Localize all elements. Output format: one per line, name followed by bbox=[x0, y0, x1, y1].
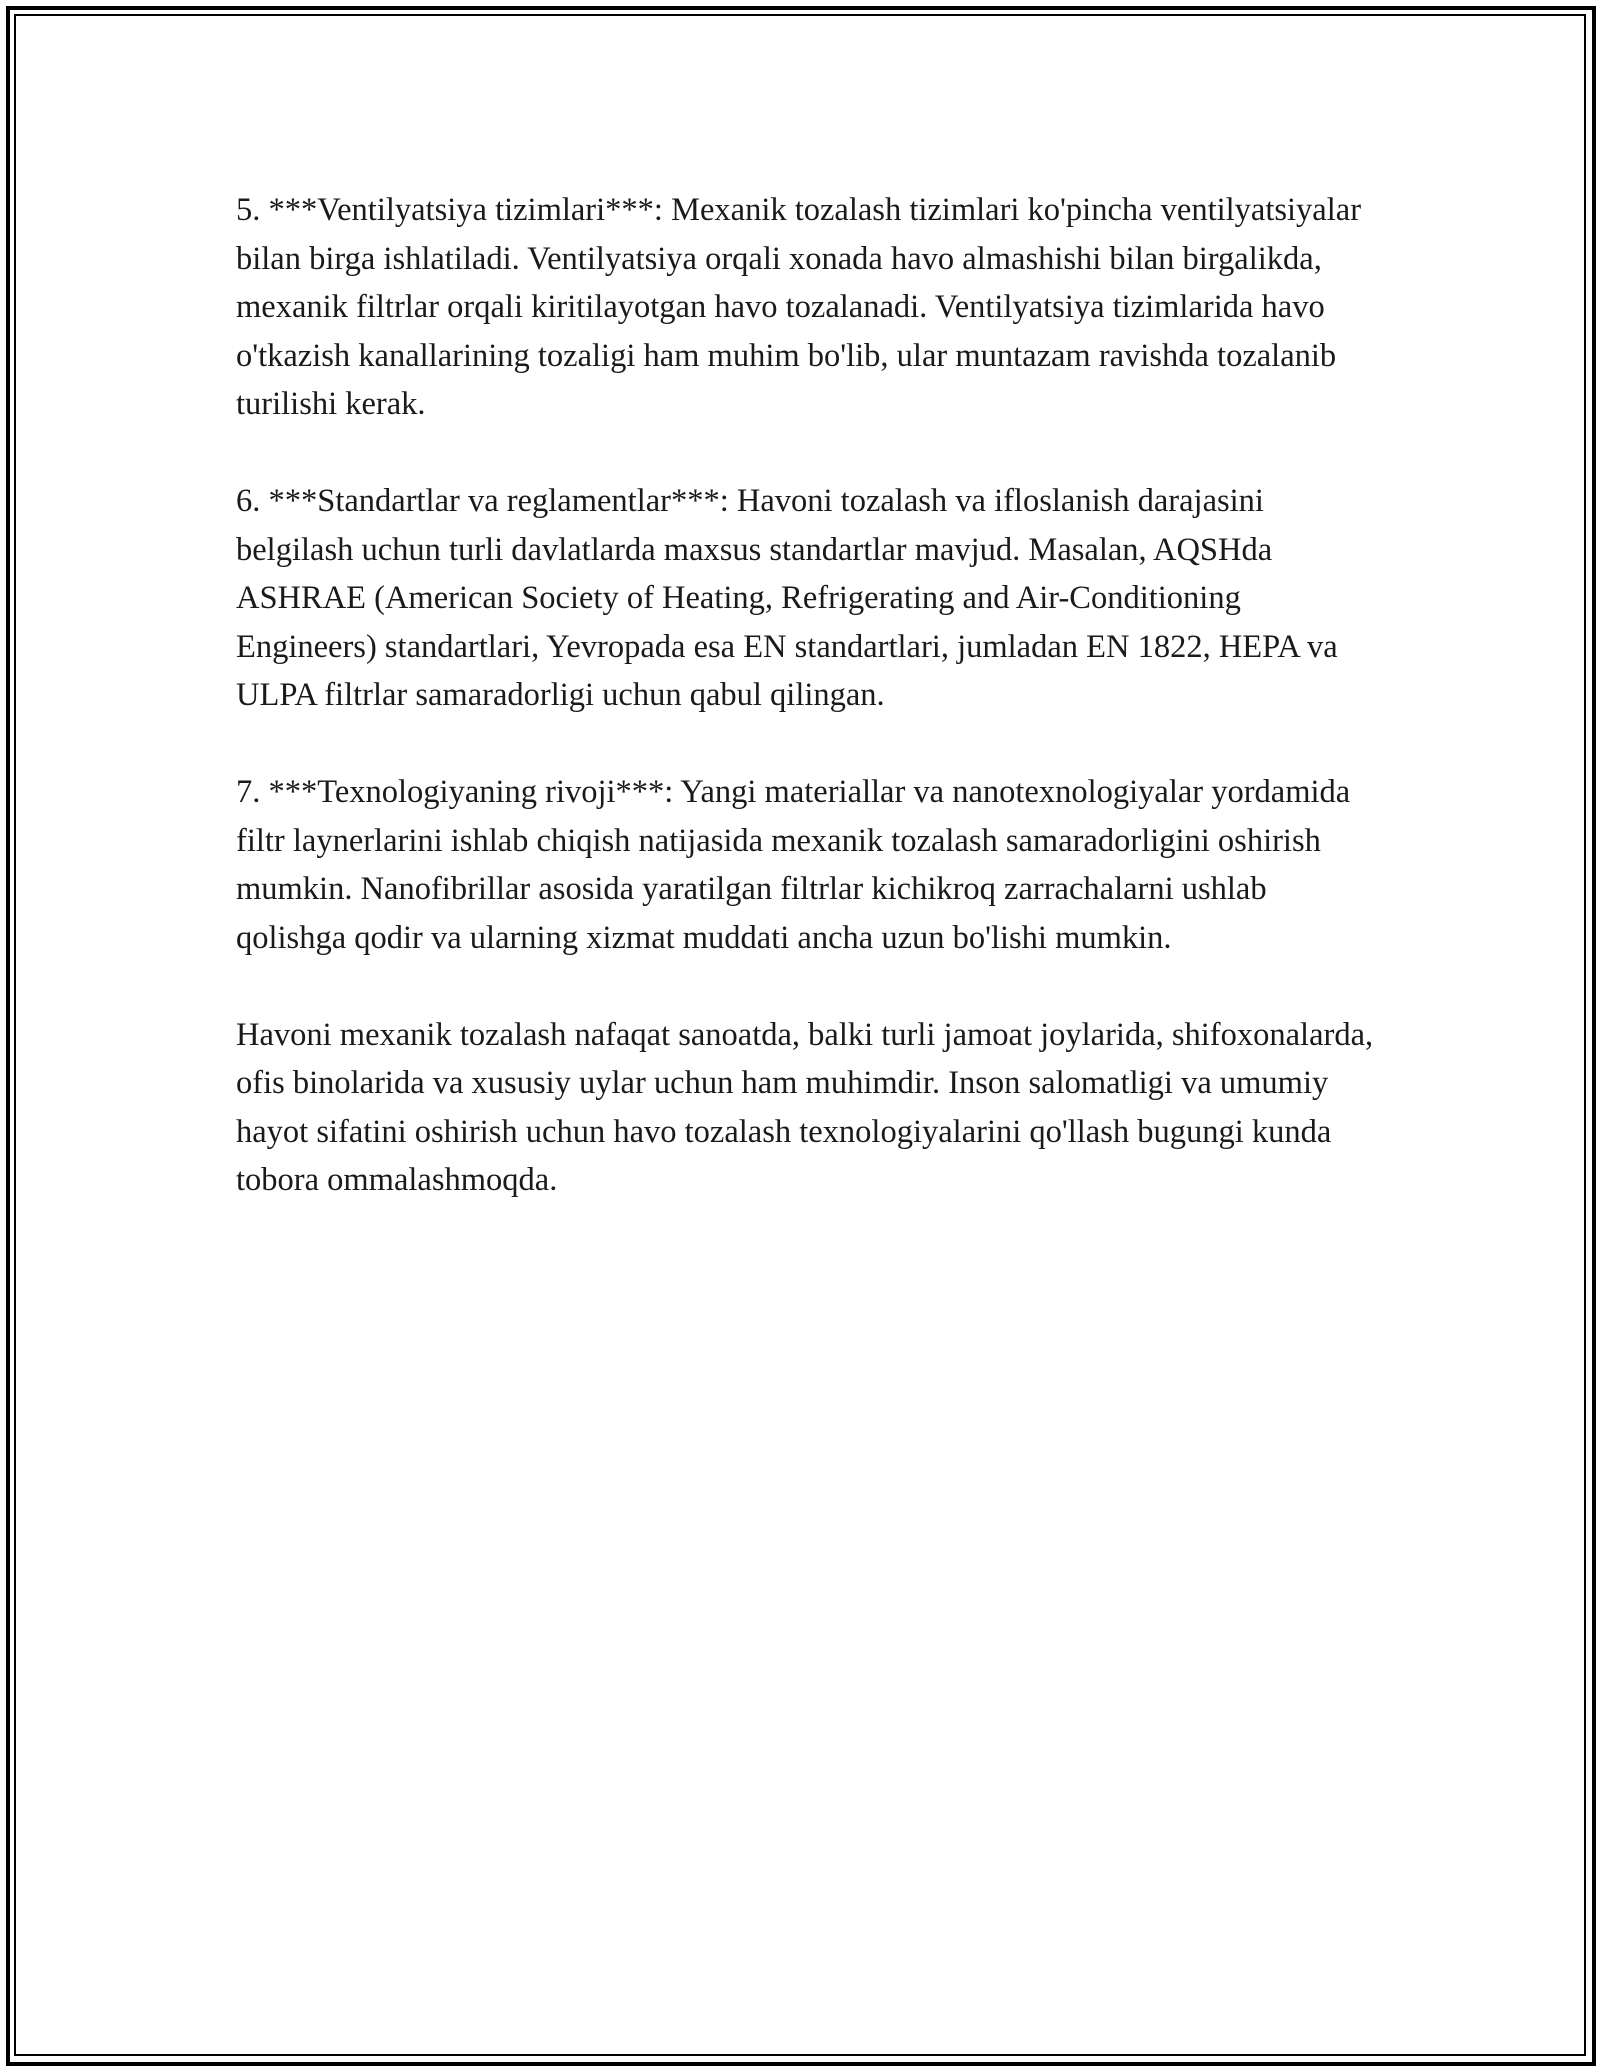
paragraph-ventilation-systems: 5. ***Ventilyatsiya tizimlari***: Mexanik tozalash tizimlari ko'pincha ventilyatsiyalar bilan birga ishlatiladi. Ventilyatsiya orqali xonada havo almashishi bilan birgalikda, mexanik filtrlar orqali kiritilayotgan havo tozalanadi. Ventilyatsiya tizimlarida havo o'tkazish kanallarining tozaligi ham muhim bo'lib, ular muntazam ravishda tozalanib turilishi kerak. bbox=[236, 192, 1362, 422]
paragraph-conclusion: Havoni mexanik tozalash nafaqat sanoatda, balki turli jamoat joylarida, shifoxonalarda, ofis binolarida va xususiy uylar uchun ham muhimdir. Inson salomatligi va umumiy hayot sifatini oshirish uchun havo tozalash texnologiyalarini qo'llash bugungi kunda tobora ommalashmoqda. bbox=[236, 1016, 1374, 1198]
paragraph-standards-regulations: 6. ***Standartlar va reglamentlar***: Havoni tozalash va ifloslanish darajasini belgilash uchun turli davlatlarda maxsus standartlar mavjud. Masalan, AQSHda ASHRAE (American Society of Heating, Refrigerating and Air-Conditioning Engineers) standartlari, Yevropada esa EN standartlari, jumladan EN 1822, HEPA va ULPA filtrlar samaradorligi uchun qabul qilingan. bbox=[236, 483, 1338, 713]
paragraph-technology-development: 7. ***Texnologiyaning rivoji***: Yangi materiallar va nanotexnologiyalar yordamida filtr laynerlarini ishlab chiqish natijasida mexanik tozalash samaradorligini oshirish mumkin. Nanofibrillar asosida yaratilgan filtrlar kichikroq zarrachalarni ushlab qolishga qodir va ularning xizmat muddati ancha uzun bo'lishi mumkin. bbox=[236, 774, 1351, 956]
document-body bbox=[236, 186, 1376, 1253]
